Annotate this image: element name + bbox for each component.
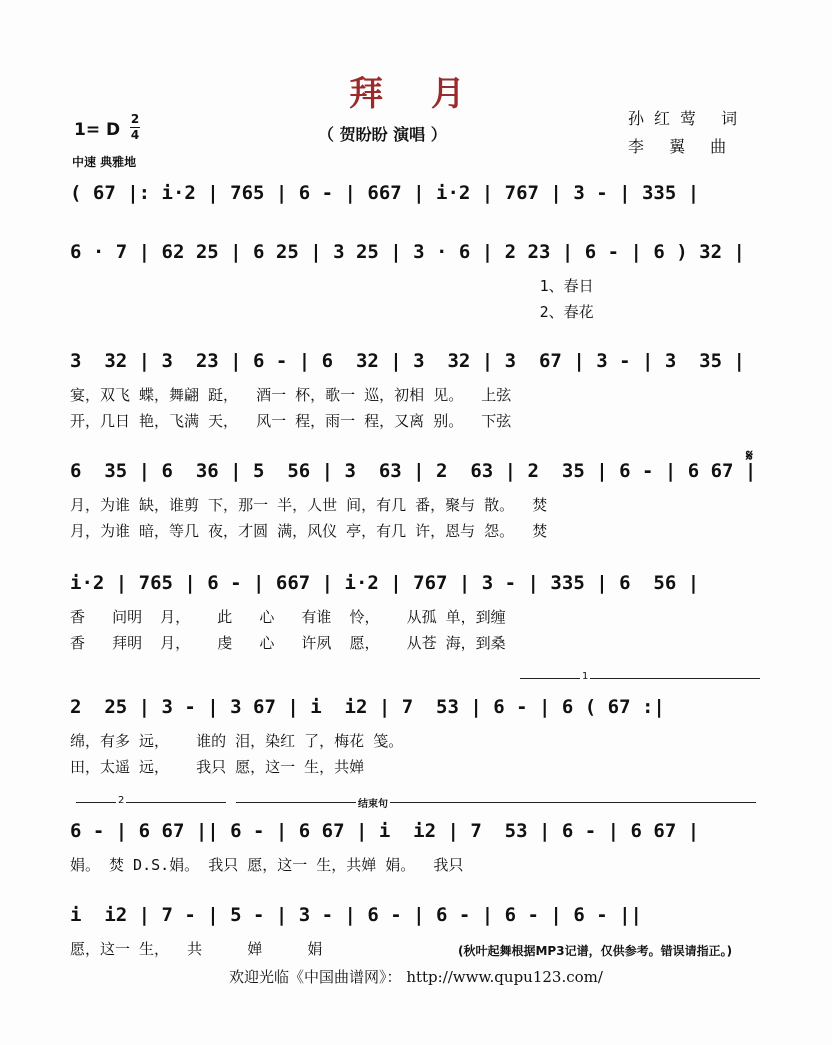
notes-line-3: 3 32 | 3 23 | 6 - | 6 32 | 3 32 | 3 67 | 3 - | 3 35 | [70,350,745,372]
time-signature [130,113,140,142]
lyric-line-2-verse-2: 2、春花 [70,303,594,321]
lyric-line-6-verse-1: 绵，有多 远， 谁的 泪，染红 了，梅花 笺。 [70,732,404,750]
lyric-line-7: 娟。 焚 D.S.娟。 我只 愿，这一 生，共婵 娟。 我只 [70,856,464,874]
lyric-line-3-verse-2: 开，几日 艳，飞满 天， 风一 程，雨一 程，又离 别。 下弦 [70,412,512,430]
segno-sign: 𝄋 [746,446,753,465]
notes-line-5: i·2 | 765 | 6 - | 667 | i·2 | 767 | 3 - | 335 | 6 56 | [70,572,700,594]
coda-bracket [236,799,756,810]
tempo-marking: 中速 典雅地 [72,155,137,169]
second-ending-bracket [76,795,226,806]
notes-line-7: 6 - | 6 67 || 6 - | 6 67 | i i2 | 7 53 | 6 - | 6 67 | [70,820,700,842]
key-signature: 1= D [74,120,121,140]
lyric-line-3-verse-1: 宴，双飞 蝶，舞翩 跹， 酒一 杯，歌一 巡，初相 见。 上弦 [70,386,512,404]
notes-line-1: ( 67 |: i·2 | 765 | 6 - | 667 | i·2 | 767 | 3 - | 335 | [70,182,700,204]
lyric-line-4-verse-1: 月，为谁 缺，谁剪 下，那一 半，人世 间，有几 番，聚与 散。 焚 [70,496,548,514]
second-ending-number: 2 [118,795,125,806]
first-ending-number: 1 [582,671,589,682]
song-title: 拜 月 [349,74,483,114]
notes-line-6: 2 25 | 3 - | 3 67 | i i2 | 7 53 | 6 - | 6 ( 67 :| [70,696,665,718]
lyric-line-8: 愿，这一 生， 共 婵 娟 [70,940,323,958]
first-ending-bracket [520,671,760,682]
lyric-line-4-verse-2: 月，为谁 暗，等几 夜，才圆 满，风仪 亭，有几 许，恩与 怨。 焚 [70,522,548,540]
singer-credit: （ 贺盼盼 演唱 ） [318,125,447,144]
time-signature-bottom: 4 [130,128,140,142]
transcription-note: (秋叶起舞根据MP3记谱，仅供参考。错误请指正。) [458,944,733,958]
lyricist-credit: 孙红莺 词 [628,109,748,128]
notes-line-2: 6 · 7 | 62 25 | 6 25 | 3 25 | 3 · 6 | 2 23 | 6 - | 6 ) 32 | [70,241,745,263]
lyric-line-5-verse-1: 香 问明 月， 此 心 有谁 怜， 从孤 单，到缠 [70,608,506,626]
notes-line-4: 6 35 | 6 36 | 5 56 | 3 63 | 2 63 | 2 35 | 6 - | 6 67 | [70,460,757,482]
lyric-line-5-verse-2: 香 拜明 月， 虔 心 许夙 愿， 从苍 海，到桑 [70,634,506,652]
time-signature-top: 2 [130,112,140,126]
footer-website: 欢迎光临《中国曲谱网》： http://www.qupu123.com/ [229,968,603,986]
composer-credit: 李 翼 曲 [628,137,737,156]
lyric-line-6-verse-2: 田，太遥 远， 我只 愿，这一 生，共婵 [70,758,365,776]
lyric-line-2-verse-1: 1、春日 [70,277,594,295]
ending-label: 结束句 [356,795,390,810]
notes-line-8: i i2 | 7 - | 5 - | 3 - | 6 - | 6 - | 6 - | 6 - || [70,904,642,926]
